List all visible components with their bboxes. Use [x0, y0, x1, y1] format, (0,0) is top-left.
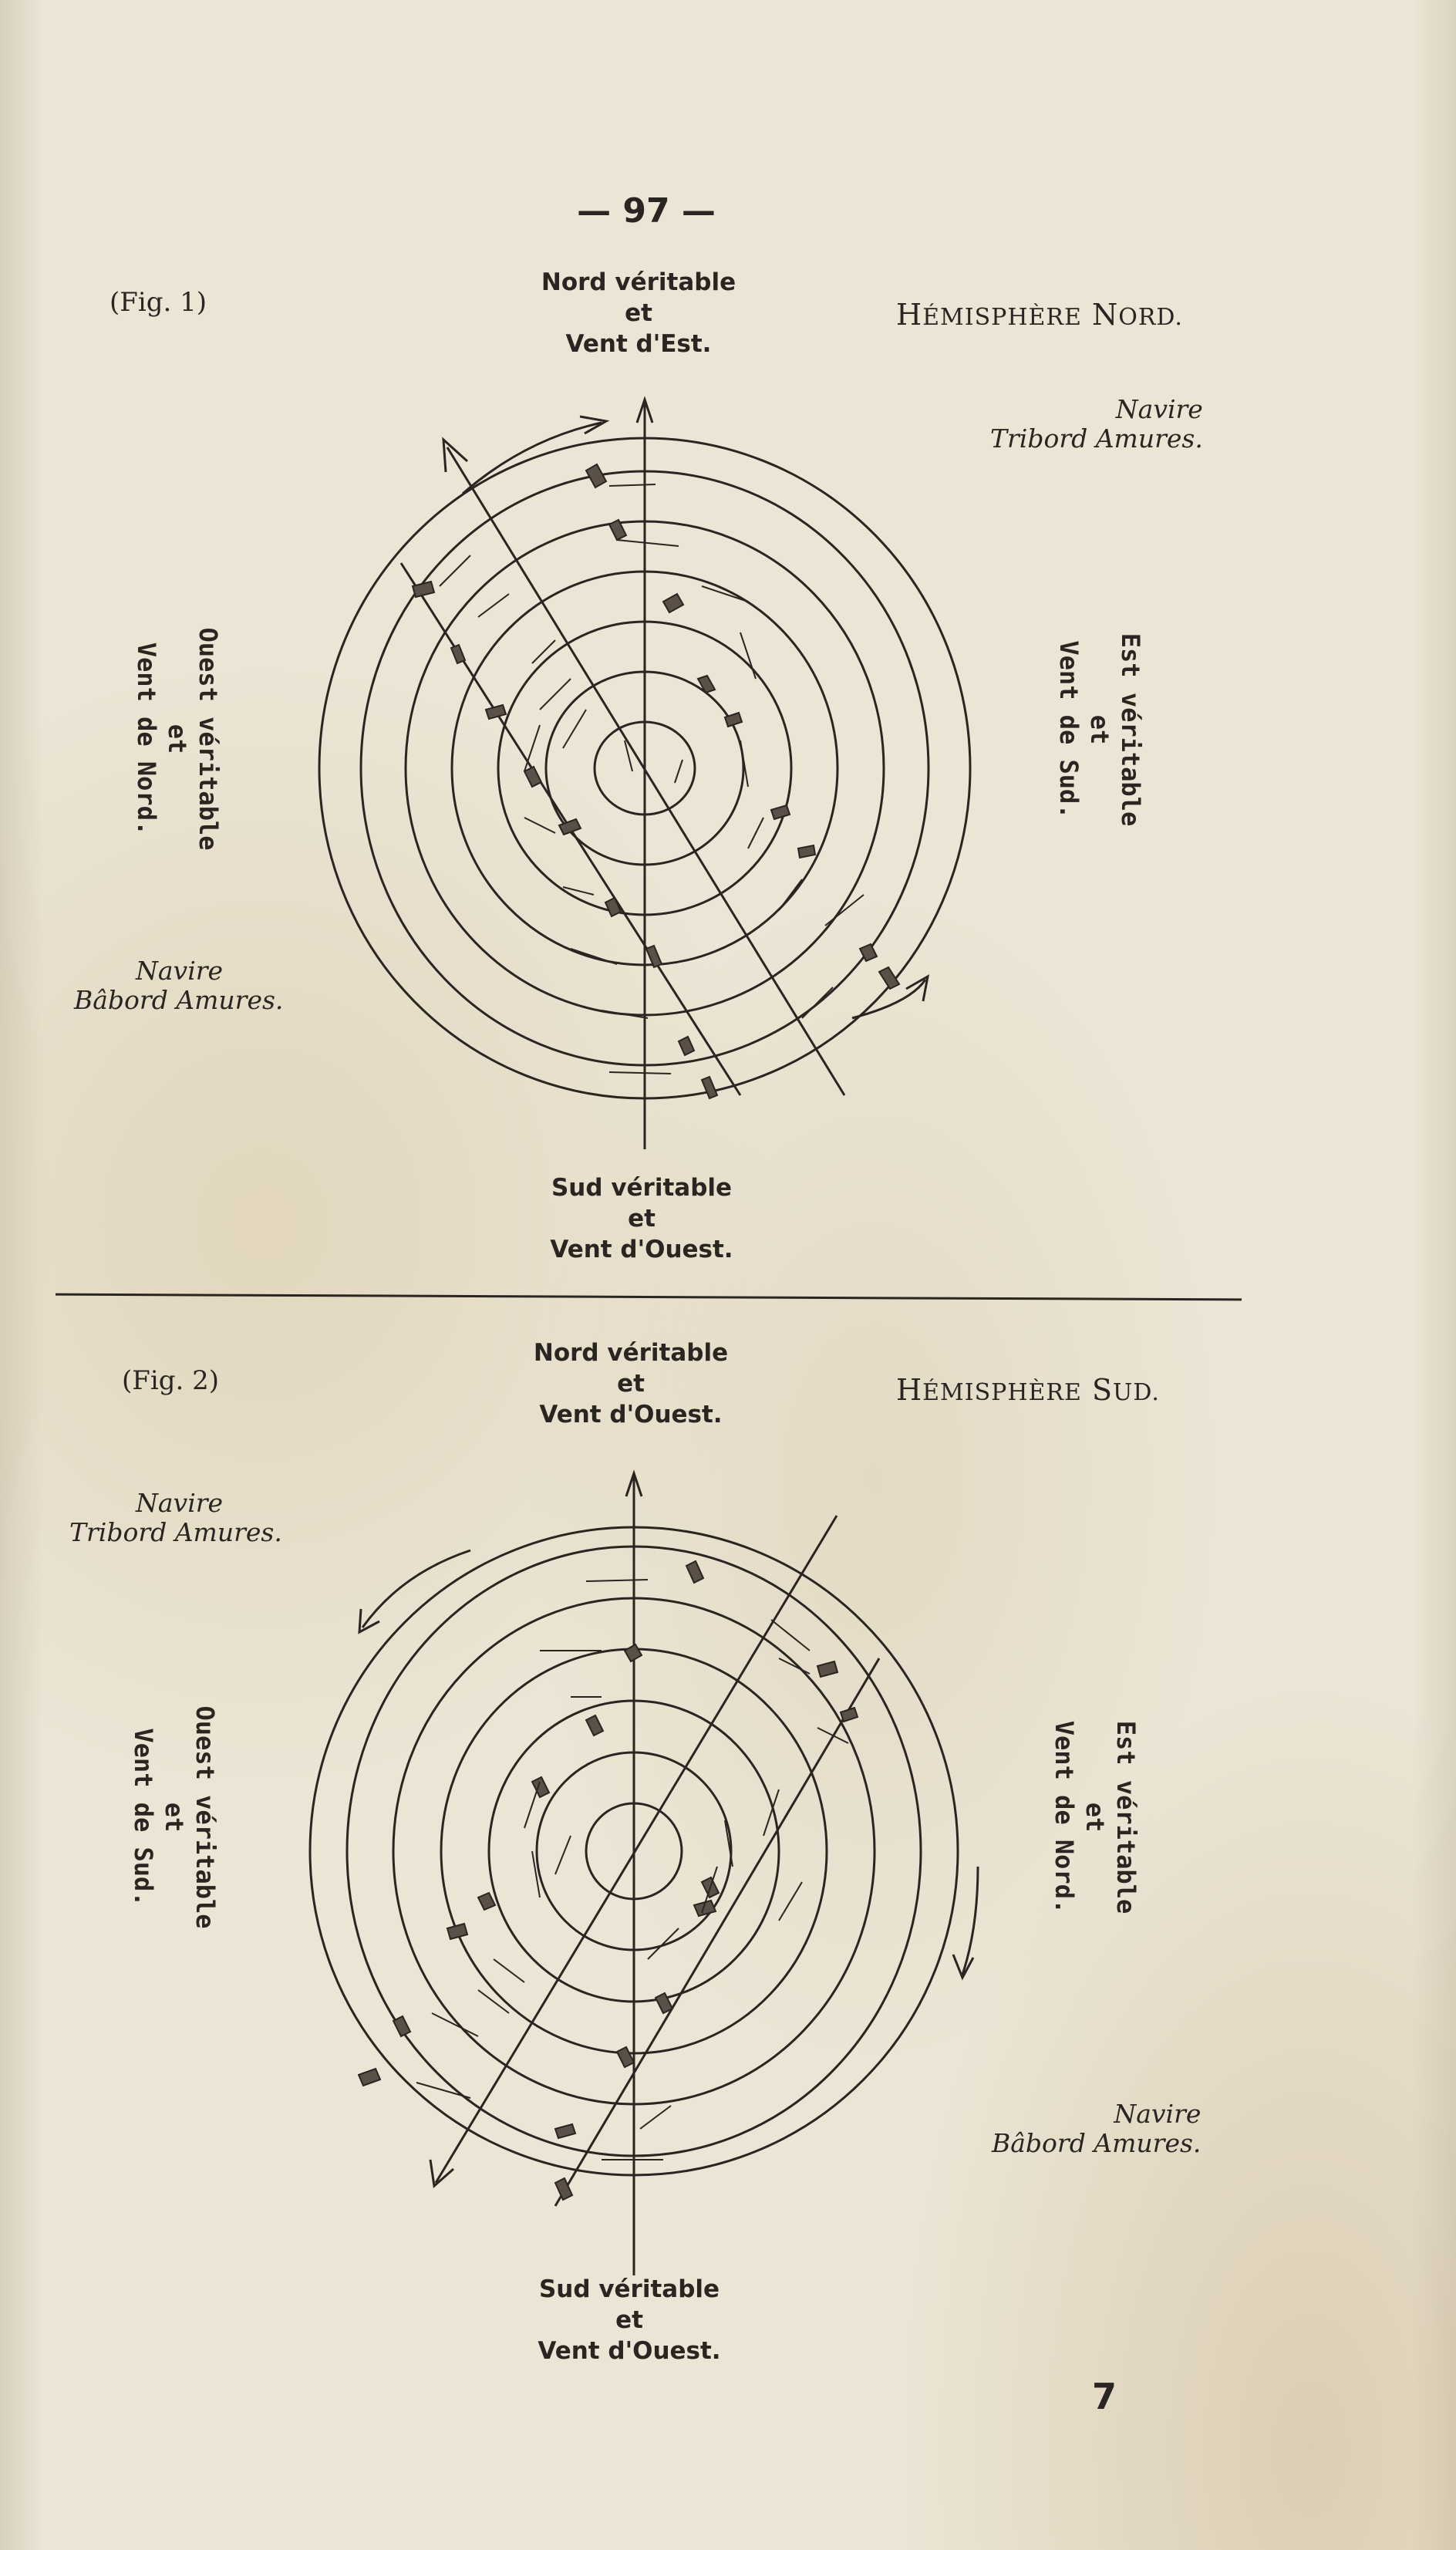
fig2-south-label: Sud véritable et Vent d'Ouest. [538, 2275, 721, 2365]
footer-number: 7 [1091, 2376, 1117, 2417]
fig1-south-label: Sud véritable et Vent d'Ouest. [550, 1174, 733, 1263]
ship-icon [617, 2047, 634, 2067]
ship-icon [359, 2069, 380, 2086]
fig2-ship-left-label: Navire Tribord Amures. [69, 1488, 282, 1547]
fig2-east-label: Est véritable et Vent de Nord. [1050, 1720, 1141, 1914]
fig2-hemisphere-title: HÉMISPHÈRE SUD. [896, 1373, 1160, 1407]
ship-icon [555, 2124, 575, 2138]
fig2-label: (Fig. 2) [122, 1365, 220, 1396]
ship-icon [817, 1661, 838, 1677]
fig2-ship-right-label: Navire Bâbord Amures. [992, 2099, 1202, 2158]
fig1-north-label: Nord véritable et Vent d'Est. [541, 268, 736, 358]
ship-icon [393, 2016, 410, 2036]
fig1-label: (Fig. 1) [110, 287, 207, 318]
ship-icon [686, 1561, 703, 1583]
fig2-outer-arrow-right [962, 1867, 978, 1975]
ship-icon [586, 1715, 603, 1735]
fig2-wind-arrows [416, 1580, 848, 2160]
fig1-ship-left-label: Navire Bâbord Amures. [74, 956, 284, 1015]
fig1-hemisphere-title: HÉMISPHÈRE NORD. [896, 298, 1183, 332]
fig2-track-line-2 [555, 1658, 879, 2206]
ship-icon [532, 1777, 549, 1797]
fig1-east-label: Est véritable et Vent de Sud. [1054, 632, 1145, 827]
fig2-track-line-1 [436, 1516, 837, 2183]
ship-icon [447, 1924, 467, 1939]
ship-icon [478, 1893, 495, 1910]
fig1-ship-right-label: Navire Tribord Amures. [990, 394, 1203, 454]
page-number: — 97 — [577, 191, 716, 231]
fig2-outer-arrow-left [362, 1550, 470, 1627]
fig2-ships [359, 1561, 858, 2200]
fig2-north-label: Nord véritable et Vent d'Ouest. [533, 1339, 729, 1428]
ship-icon [841, 1708, 858, 1722]
ship-icon [625, 1644, 642, 1661]
fig2-west-label: Ouest véritable et Vent de Sud. [129, 1705, 220, 1929]
fig1-west-label: Ouest véritable et Vent de Nord. [132, 627, 223, 851]
